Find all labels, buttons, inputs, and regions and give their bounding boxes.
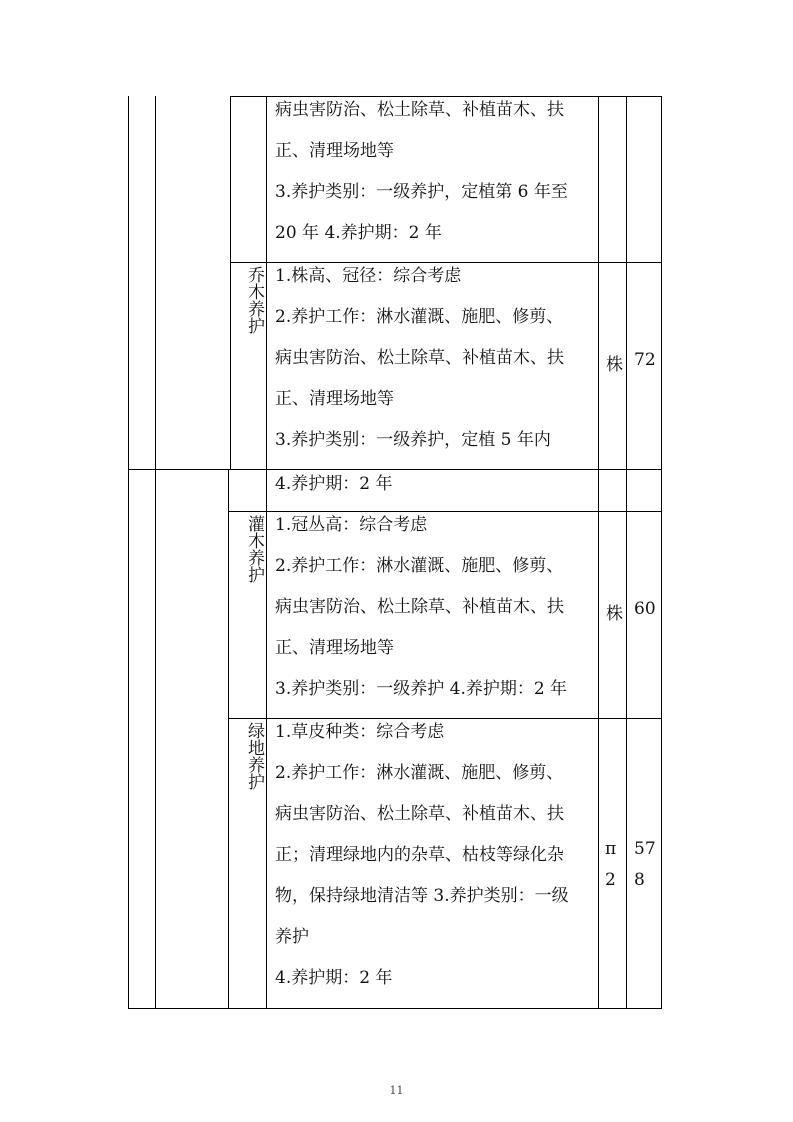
unit-shrub: 株 (606, 604, 623, 624)
qty-line: 8 (634, 870, 645, 890)
desc-line: 病虫害防治、松土除草、补植苗木、扶 (275, 804, 564, 824)
page-number: 11 (389, 1084, 404, 1097)
item-label-shrub: 灌木养护 (248, 515, 265, 586)
desc-line: 物，保持绿地清洁等 3.养护类别：一级 (275, 886, 569, 906)
desc-line: 正；清理绿地内的杂草、枯枝等绿化杂 (275, 845, 564, 865)
desc-line: 1.株高、冠径：综合考虑 (275, 266, 462, 286)
qty-tree: 72 (634, 350, 656, 370)
desc-line: 病虫害防治、松土除草、补植苗木、扶 (275, 597, 564, 617)
desc-line: 3.养护类别：一级养护，定植 5 年内 (275, 430, 551, 450)
unit-green (605, 834, 616, 896)
qty-shrub: 60 (634, 599, 656, 619)
tree-desc (275, 256, 564, 461)
desc-line: 2.养护工作：淋水灌溉、施肥、修剪、 (275, 556, 564, 576)
continued-desc (275, 90, 568, 254)
qty-line: 57 (634, 839, 656, 859)
desc-line: 正、清理场地等 (275, 389, 394, 409)
desc-line: 正、清理场地等 (275, 141, 394, 161)
unit-line: 2 (605, 870, 616, 890)
desc-line: 正、清理场地等 (275, 638, 394, 658)
desc-line: 3.养护类别：一级养护，定植第 6 年至 (275, 182, 568, 202)
unit-tree: 株 (606, 355, 623, 375)
desc-line: 3.养护类别：一级养护 4.养护期：2 年 (275, 679, 568, 699)
item-label-tree: 乔木养护 (248, 266, 265, 337)
desc-line: 4.养护期：2 年 (275, 474, 393, 494)
green-desc (275, 712, 569, 999)
desc-line: 1.草皮种类：综合考虑 (275, 722, 445, 742)
desc-line: 20 年 4.养护期：2 年 (275, 223, 442, 243)
desc-line: 2.养护工作：淋水灌溉、施肥、修剪、 (275, 763, 564, 783)
desc-line: 病虫害防治、松土除草、补植苗木、扶 (275, 348, 564, 368)
desc-line: 2.养护工作：淋水灌溉、施肥、修剪、 (275, 307, 564, 327)
qty-green (634, 834, 656, 896)
item-label-green: 绿地养护 (248, 722, 265, 793)
continued-desc-2 (275, 464, 392, 505)
unit-line: π (605, 839, 617, 859)
desc-line: 病虫害防治、松土除草、补植苗木、扶 (275, 100, 564, 120)
desc-line: 养护 (275, 927, 309, 947)
desc-line: 4.养护期：2 年 (275, 968, 393, 988)
shrub-desc (275, 505, 567, 710)
desc-line: 1.冠丛高：综合考虑 (275, 515, 428, 535)
